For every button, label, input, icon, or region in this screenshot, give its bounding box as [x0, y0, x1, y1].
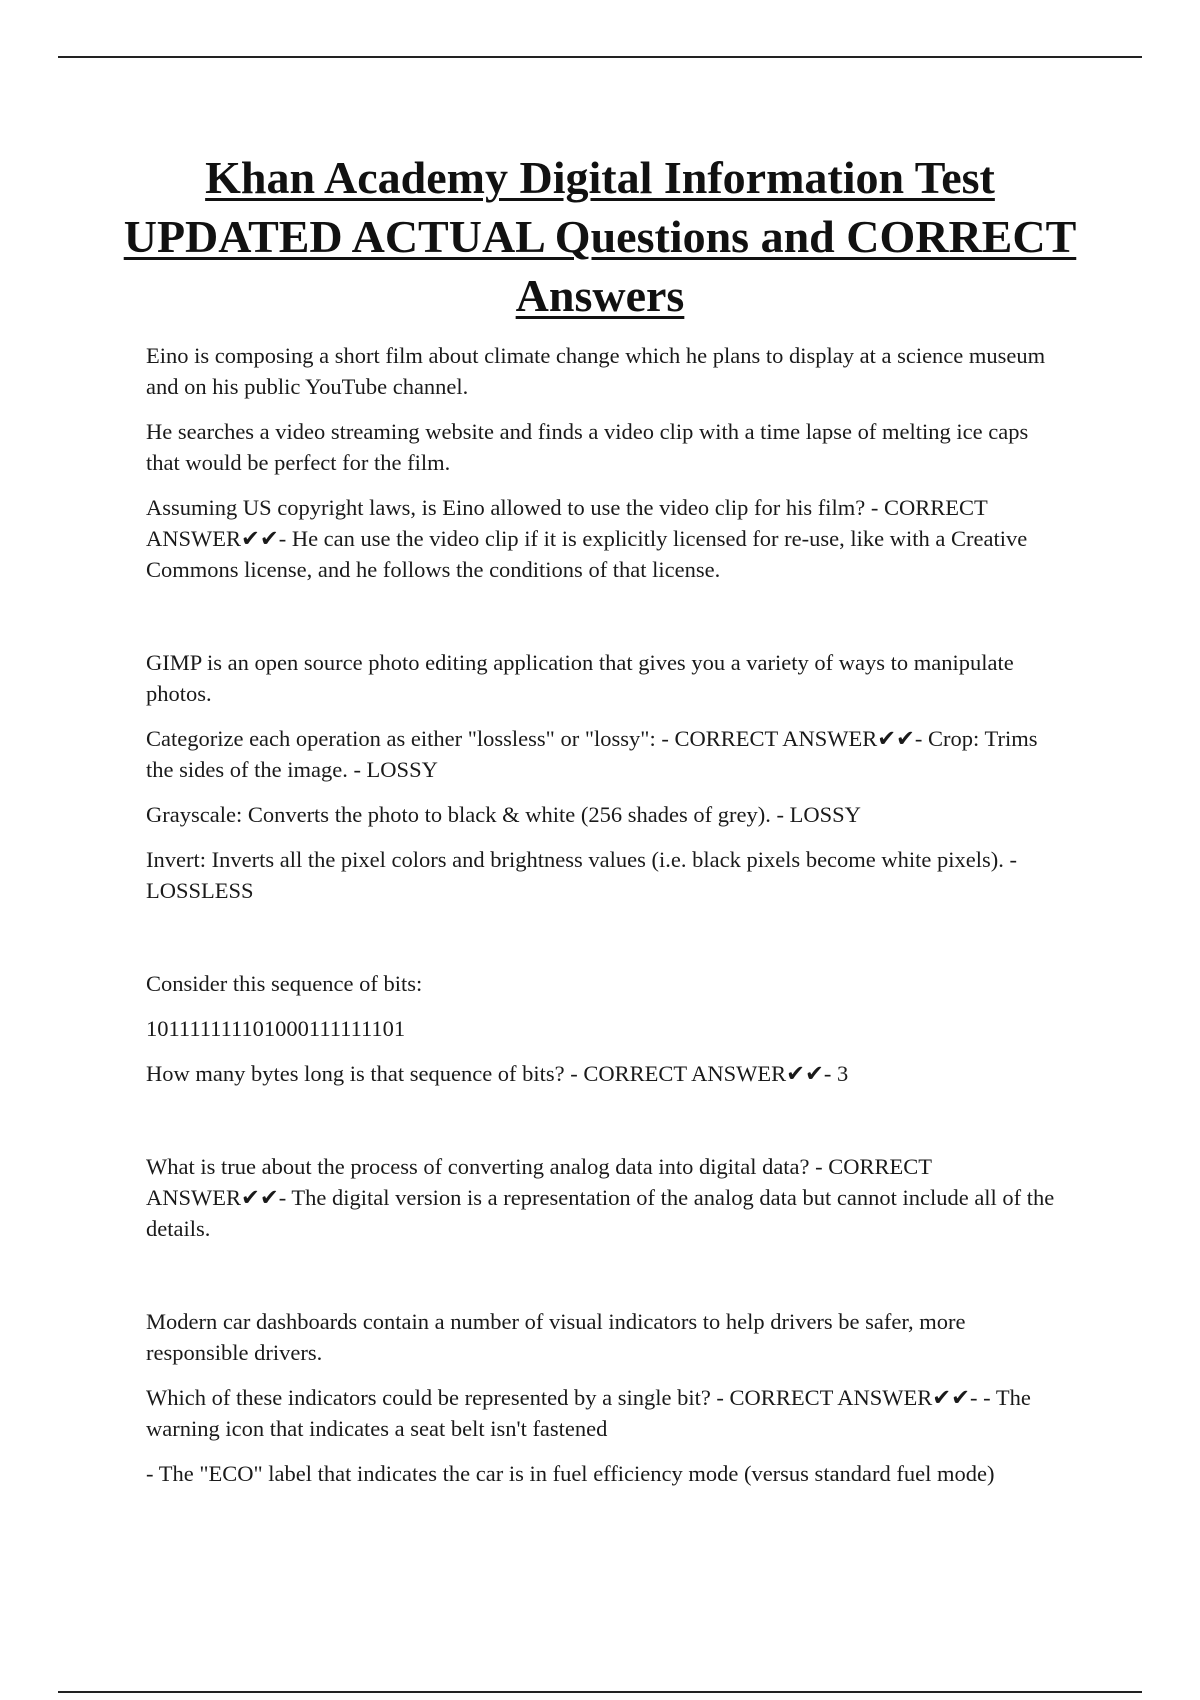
- paragraph: - The "ECO" label that indicates the car is in fuel efficiency mode (versus standard fuel mode): [146, 1461, 995, 1486]
- document-body: [146, 340, 1066, 1503]
- section-gap: [146, 1258, 1066, 1306]
- question-answer: Assuming US copyright laws, is Eino allowed to use the video clip for his film? - CORRECT ANSWER✔✔- He can use the video clip if it is explicitly licensed for re-use, like with a Creative Commons license, and he follows the conditions of that license.: [146, 495, 1028, 582]
- question-answer: Categorize each operation as either "lossless" or "lossy": - CORRECT ANSWER✔✔- Crop: Trims the sides of the image. - LOSSY: [146, 726, 1038, 782]
- paragraph: GIMP is an open source photo editing application that gives you a variety of ways to manipulate photos.: [146, 650, 1014, 706]
- bit-sequence: 101111111101000111111101: [146, 1016, 406, 1041]
- paragraph: Invert: Inverts all the pixel colors and brightness values (i.e. black pixels become white pixels). - LOSSLESS: [146, 847, 1017, 903]
- paragraph: Modern car dashboards contain a number of visual indicators to help drivers be safer, more responsible drivers.: [146, 1309, 966, 1365]
- paragraph: He searches a video streaming website and finds a video clip with a time lapse of melting ice caps that would be perfect for the film.: [146, 419, 1029, 475]
- qa-block-bits: [146, 968, 1066, 1089]
- section-gap: [146, 1103, 1066, 1151]
- paragraph: Grayscale: Converts the photo to black & white (256 shades of grey). - LOSSY: [146, 802, 861, 827]
- document-title: Khan Academy Digital Information Test UPDATED ACTUAL Questions and CORRECT Answers: [123, 152, 1077, 321]
- qa-block-gimp: [146, 647, 1066, 906]
- header-rule: [58, 56, 1142, 58]
- section-gap: [146, 599, 1066, 647]
- paragraph: Consider this sequence of bits:: [146, 971, 423, 996]
- footer-rule: [58, 1691, 1142, 1693]
- qa-block-dashboard: [146, 1306, 1066, 1489]
- paragraph: Eino is composing a short film about climate change which he plans to display at a science museum and on his public YouTube channel.: [146, 343, 1046, 399]
- qa-block-copyright: [146, 340, 1066, 585]
- question-answer: How many bytes long is that sequence of bits? - CORRECT ANSWER✔✔- 3: [146, 1061, 849, 1086]
- question-answer: Which of these indicators could be represented by a single bit? - CORRECT ANSWER✔✔- - The warning icon that indicates a seat belt isn't fastened: [146, 1385, 1031, 1441]
- qa-block-analog: [146, 1151, 1066, 1244]
- question-answer: What is true about the process of converting analog data into digital data? - CORRECT ANSWER✔✔- The digital version is a representation of the analog data but cannot include all of the details.: [146, 1154, 1055, 1241]
- section-gap: [146, 920, 1066, 968]
